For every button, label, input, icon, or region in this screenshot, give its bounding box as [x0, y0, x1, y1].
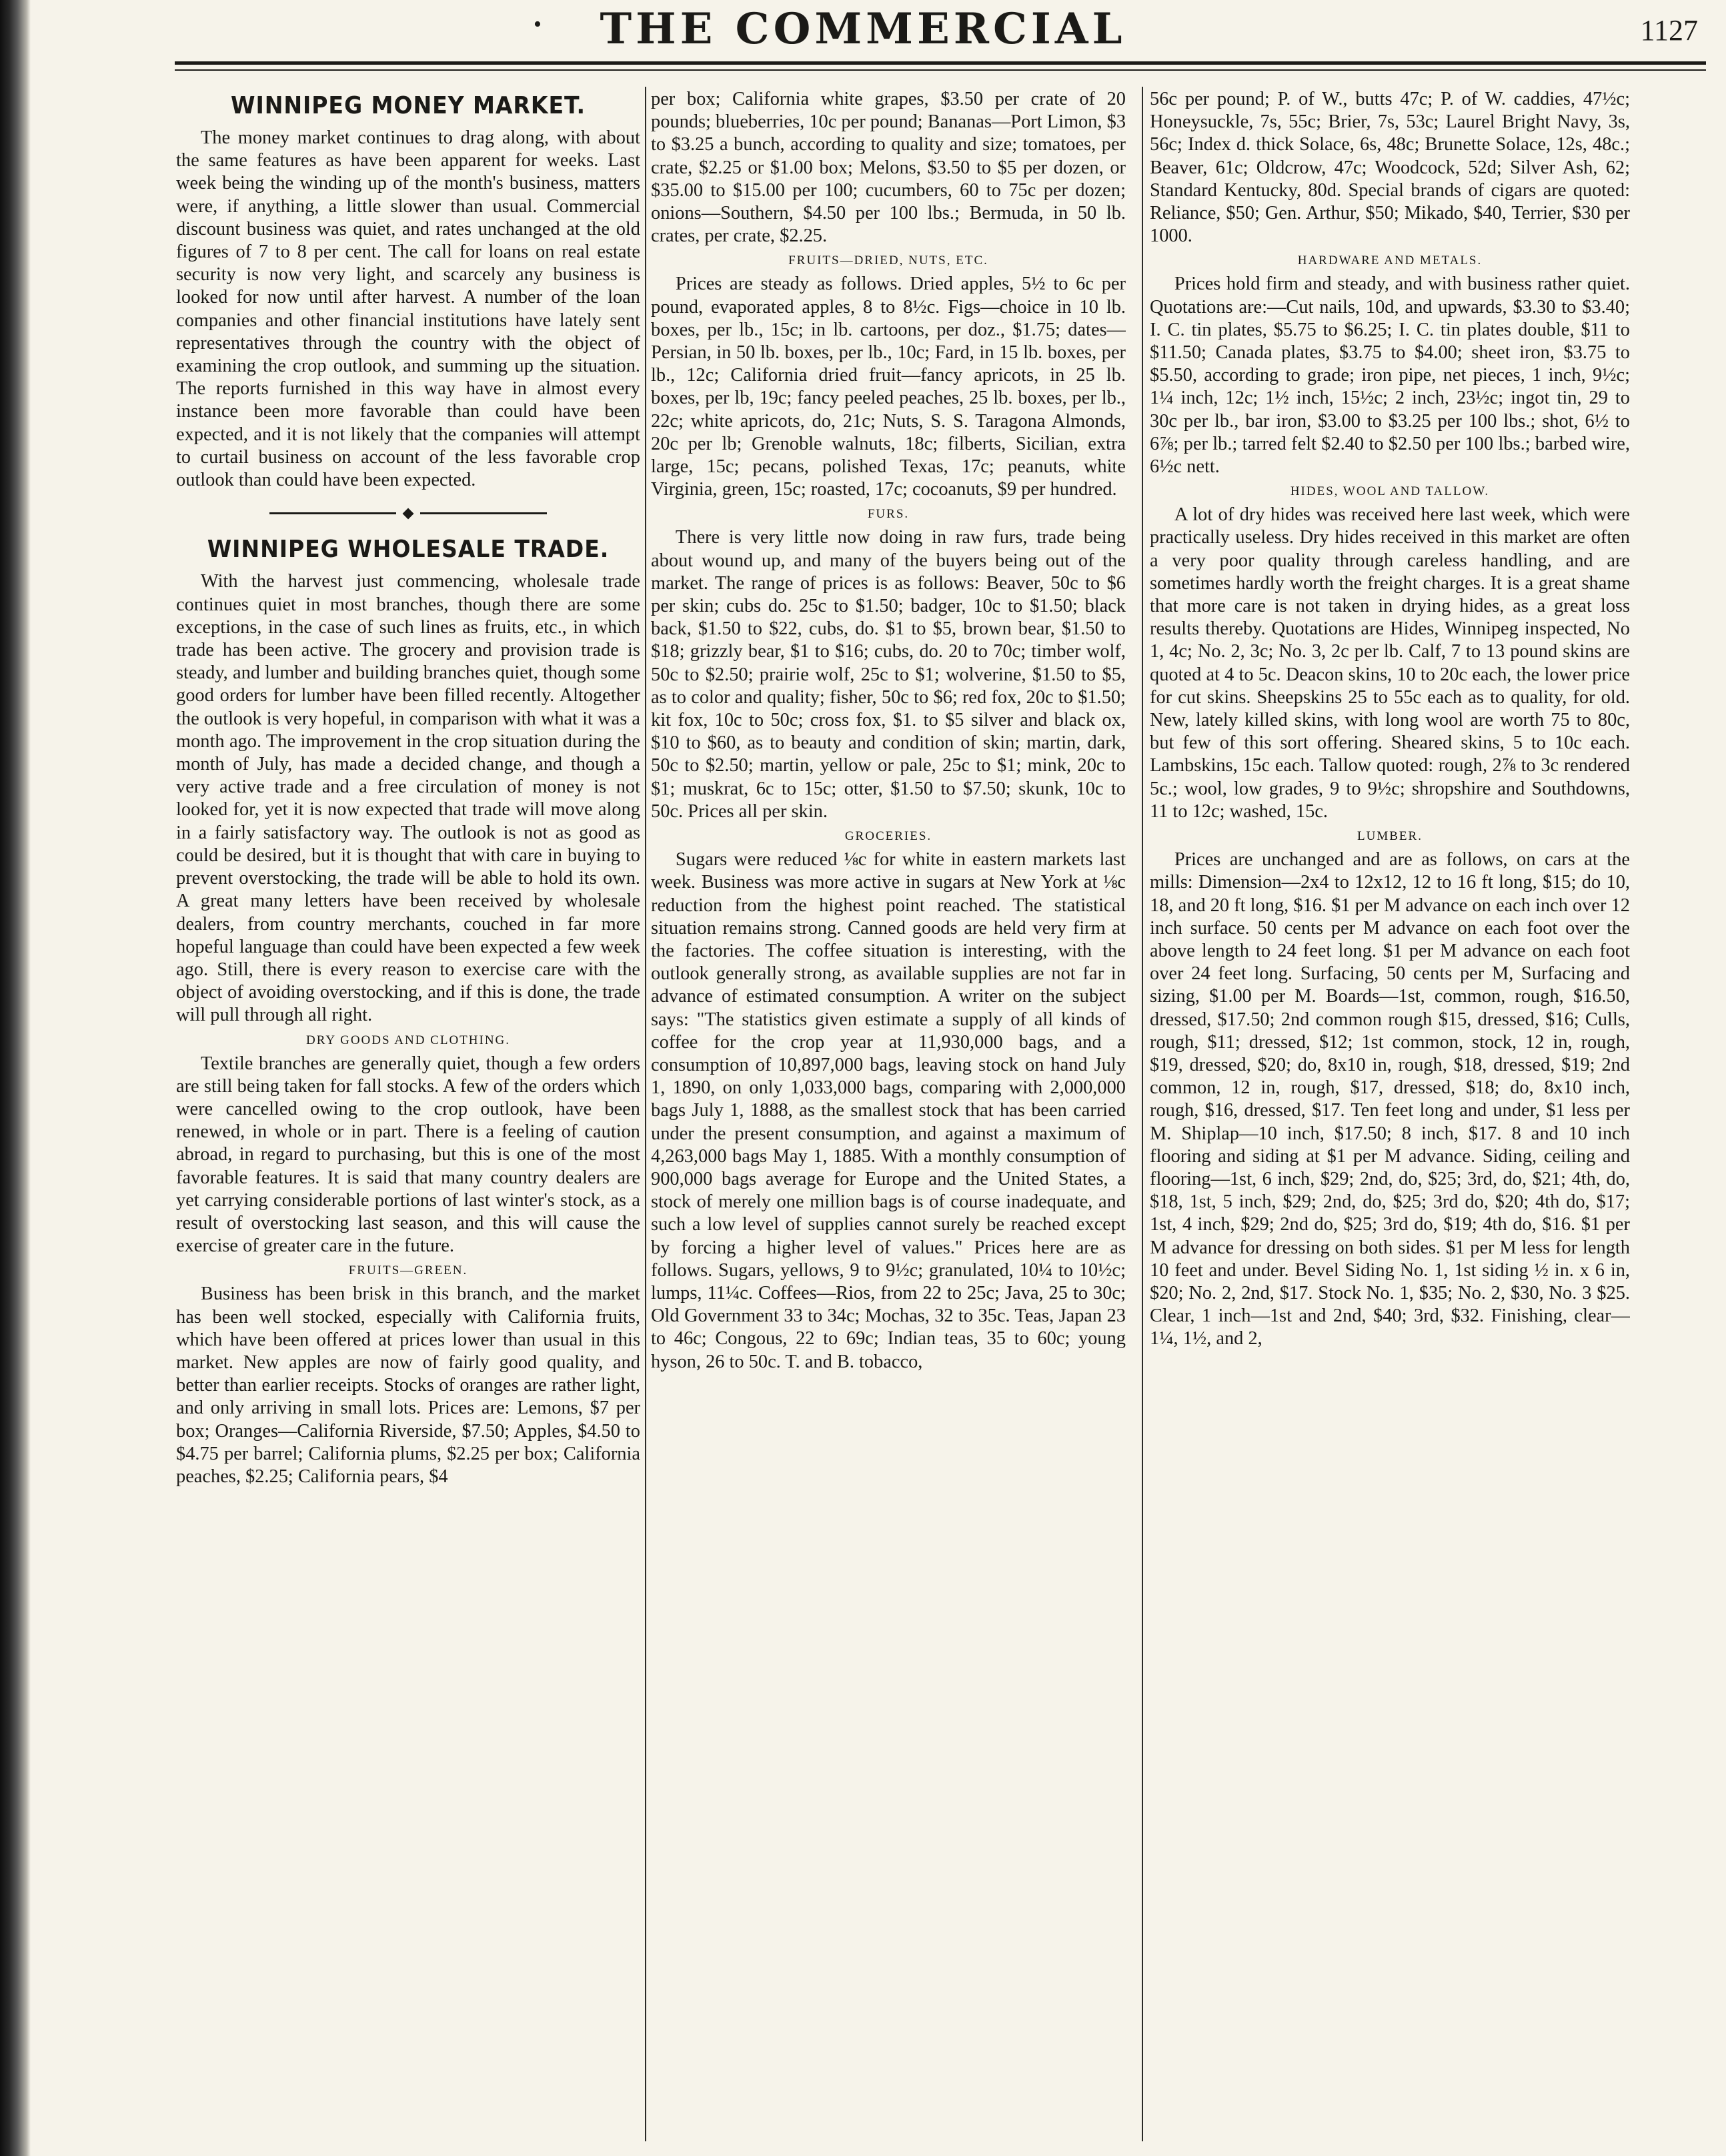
article-hides: A lot of dry hides was received here last week, which were practically useless. Dry hides received in this market are often a very poor quality through careless handling, and are sometimes hardly worth the freight charges. It is a great shame that more care is not taken in drying hides, as a great loss results thereby. Quotations are Hides, Winnipeg inspected, No 1, 4c; No. 2, 3c; No. 3, 2c per lb. Calf, 7 to 13 pound skins are quoted at 4 to 5c. Deacon skins, 10 to 20c each, the lower price for cut skins. Sheepskins 25 to 55c each as to quality, for old. New, lately killed skins, with long wool are worth 75 to 80c, but few of this sort offering. Sheared skins, 5 to 10c each. Lambskins, 15c each. Tallow quoted: rough, 2⅞ to 3c rendered 5c.; wool, low grades, 9 to 9½c; shropshire and Southdowns, 11 to 12c; washed, 15c.	[1150, 504, 1630, 822]
article-dry-goods: Textile branches are generally quiet, though a few orders are still being taken for fall stocks. A few of the orders which were cancelled owing to the crop outlook, have been renewed, in whole or in part. There is a feeling of caution abroad, in regard to purchasing, but this is one of the most favorable features. It is said that many country dealers are yet carrying considerable portions of last winter's stock, as a result of overstocking last season, and this will cause the exercise of greater care in the future.	[176, 1053, 640, 1257]
column-divider-1	[645, 87, 646, 2141]
subhead-furs: FURS.	[867, 507, 910, 522]
header-rule-thin	[175, 69, 1706, 71]
binding-edge	[0, 0, 31, 2156]
article-groceries-continued: 56c per pound; P. of W., butts 47c; P. of W. caddies, 47½c; Honeysuckle, 7s, 55c; Brier, 7s, 53c; Laurel Bright Navy, 3s, 56c; Index d. thick Solace, 6s, 48c; Brunette Solace, 12s, 48c.; Beaver, 61c; Oldcrow, 47c; Woodcock, 52d; Silver Ash, 62; Standard Kentucky, 80d. Special brands of cigars are quoted: Reliance, $50; Gen. Arthur, $50; Mikado, $40, Terrier, $30 per 1000.	[1150, 89, 1630, 247]
section-separator	[176, 501, 640, 524]
column-divider-2	[1142, 87, 1143, 2141]
column-1	[176, 88, 640, 2143]
subhead-fruits-dried: FRUITS—DRIED, NUTS, ETC.	[788, 253, 988, 268]
headline-wholesale-trade: WINNIPEG WHOLESALE TRADE.	[207, 536, 610, 564]
article-furs: There is very little now doing in raw furs, trade being about wound up, and many of the buyers being out of the market. The range of prices is as follows: Beaver, 50c to $6 per skin; cubs do. 25c to $1.50; badger, 10c to $1.50; black back, $1.50 to $22, cubs, do. $1 to $5, brown bear, $1.50 to $18; grizzly bear, $1 to $16; cubs, do. 20 to 70c; timber wolf, 50c to $2.50; prairie wolf, 25c to $1; wolverine, $1.50 to $5, as to color and quality; fisher, 50c to $6; red fox, 20c to $1.50; kit fox, 10c to 50c; cross fox, $1. to $5 silver and black ox, $10 to $60, as to beauty and condition of skin; martin, dark, 50c to $2.50; martin, yellow or pale, 25c to $1; mink, 20c to $1; muskrat, 6c to 15c; otter, $1.50 to $7.50; skunk, 10c to 50c. Prices all per skin.	[651, 527, 1126, 822]
subhead-fruits-green: FRUITS—GREEN.	[348, 1263, 468, 1278]
header-rule-thick	[175, 61, 1706, 65]
subhead-lumber: LUMBER.	[1357, 829, 1423, 844]
article-lumber: Prices are unchanged and are as follows, on cars at the mills: Dimension—2x4 to 12x12, 12 to 16 ft long, $15; do 10, 18, and 20 ft long, $16. $1 per M advance on each inch over 12 inch surface. 50 cents per M advance on each foot over the above length to 24 feet long. $1 per M advance on each foot over 24 feet long. Surfacing, 50 cents per M, Surfacing and sizing, $1.00 per M. Boards—1st, common, rough, $16.50, dressed, $17.50; 2nd common rough $15, dressed, $16; Culls, rough, $11; dressed, $12; 1st common, stock, 12 in, rough, $19, dressed, $20; do, 8x10 in, rough, $18, dressed, $19; 2nd common, 12 in, rough, $17, dressed, $18; do, 8x10 inch, rough, $16, dressed, $17. Ten feet long and under, $1 less per M. Shiplap—10 inch, $17.50; 8 inch, $17. 8 and 10 inch flooring and siding at $1 per M advance. Siding, ceiling and flooring—1st, 6 inch, $29; 2nd, do, $25; 3rd, do, $21; 4th, do, $18, 1st, 5 inch, $29; 2nd, do, $25; 3rd do, $20; 4th do, $17; 1st, 4 inch, $29; 2nd do, $25; 3rd do, $19; 4th do, $16. $1 per M advance for dressing on both sides. $1 per M less for length 10 feet and under. Bevel Siding No. 1, 1st siding ½ in. x 6 in, $20; No. 2, 2nd, $17. Stock No. 1, $35; No. 2, $30, No. 3 $25. Clear, 1 inch—1st and 2nd, $40; 3rd, $32. Finishing, clear—1¼, 1½, and 2,	[1150, 849, 1630, 1350]
column-3	[1150, 88, 1630, 2143]
article-fruits-green-continued: per box; California white grapes, $3.50 per crate of 20 pounds; blueberries, 10c per pound; Bananas—Port Limon, $3 to $3.25 a bunch, according to quality and size; tomatoes, per crate, $2.25 or $1.00 box; Melons, $3.50 to $5 per dozen, or $35.00 to $15.00 per 100; cucumbers, 60 to 75c per dozen; onions—Southern, $4.50 per 100 lbs.; Bermuda, in 50 lb. crates, per crate, $2.25.	[651, 89, 1126, 247]
masthead-title: THE COMMERCIAL	[600, 4, 1126, 54]
article-fruits-dried: Prices are steady as follows. Dried apples, 5½ to 6c per pound, evaporated apples, 8 to 8½c. Figs—choice in 10 lb. boxes, per lb., 15c; in lb. cartoons, per doz., $1.75; dates—Persian, in 50 lb. boxes, per lb., 10c; Fard, in 15 lb. boxes, per lb., 12c; California dried fruit—fancy apricots, in 25 lb. boxes, per lb, 19c; fancy peeled peaches, 25 lb. boxes, per lb., 22c; white apricots, do, 21c; Nuts, S. S. Taragona Almonds, 20c per lb; Grenoble walnuts, 18c; filberts, Sicilian, extra large, 15c; pecans, polished Texas, 17c; peanuts, white Virginia, green, 15c; roasted, 17c; cocoanuts, $9 per hundred.	[651, 274, 1126, 500]
headline-money-market: WINNIPEG MONEY MARKET.	[231, 92, 586, 119]
subhead-groceries: GROCERIES.	[844, 829, 932, 844]
column-2	[651, 88, 1126, 2143]
page-number: 1127	[1640, 14, 1698, 47]
subhead-hardware: HARDWARE AND METALS.	[1297, 253, 1483, 268]
subhead-hides: HIDES, WOOL AND TALLOW.	[1290, 484, 1490, 499]
article-money-market: The money market continues to drag along, with about the same features as have been apparent for weeks. Last week being the winding up of the month's business, matters were, if anything, a little slower than usual. Commercial discount business was quiet, and rates unchanged at the old figures of 7 to 8 per cent. The call for loans on real estate security is now very light, and scarcely any business is looked for now until after harvest. A number of the loan companies and other financial institutions have lately sent representatives through the country with the object of examining the crop outlook, and summing up the situation. The reports furnished in this way have in almost every instance been more favorable than could have been expected, and it is not likely that the companies will attempt to curtail business on account of the less favorable crop outlook than could have been expected.	[176, 127, 640, 491]
subhead-dry-goods: DRY GOODS AND CLOTHING.	[305, 1033, 511, 1047]
article-fruits-green: Business has been brisk in this branch, and the market has been well stocked, especially with California fruits, which have been offered at prices lower than usual in this market. New apples are now of fairly good quality, and better than earlier receipts. Stocks of oranges are rather light, and only arriving in small lots. Prices are: Lemons, $7 per box; Oranges—California Riverside, $7.50; Apples, $4.50 to $4.75 per barrel; California plums, $2.25 per box; California peaches, $2.25; California pears, $4	[176, 1283, 640, 1487]
header-ornament: •	[534, 12, 542, 37]
article-wholesale-trade: With the harvest just commencing, wholesale trade continues quiet in most branches, though there are some exceptions, in the case of such lines as fruits, etc., in which trade has been active. The grocery and provision trade is steady, and lumber and building branches quiet, though some good orders for lumber have been filled recently. Altogether the outlook is very hopeful, in comparison with what it was a month ago. The improvement in the crop situation during the month of July, has made a decided change, and though a very active trade and a free circulation of money is not looked for, yet it is now expected that trade will move along in a fairly satisfactory way. The outlook is not as good as could be desired, but it is thought that with care in buying to prevent overstocking, the trade will be able to hold its own. A great many letters have been received by wholesale dealers, from country merchants, couched in far more hopeful language than could have been expected a few week ago. Still, there is every reason to exercise care with the object of avoiding overstocking, and if this is done, the trade will pull through all right.	[176, 571, 640, 1026]
article-hardware: Prices hold firm and steady, and with business rather quiet. Quotations are:—Cut nails, 10d, and upwards, $3.30 to $3.40; I. C. tin plates, $5.75 to $6.25; I. C. tin plates double, $11 to $11.50; Canada plates, $3.75 to $4.00; sheet iron, $3.75 to $5.50, according to grade; iron pipe, net pieces, 1 inch, 9½c; 1¼ inch, 12c; 1½ inch, 15½c; 2 inch, 23½c; ingot tin, 29 to 30c per lb., bar iron, $3.00 to $3.25 per 100 lbs.; shot, 6½ to 6⅞; per lb.; tarred felt $2.40 to $2.50 per 100 lbs.; barbed wire, 6½c nett.	[1150, 274, 1630, 478]
article-groceries: Sugars were reduced ⅛c for white in eastern markets last week. Business was more active in sugars at New York at ⅛c reduction from the highest point reached. The statistical situation remains strong. Canned goods are held very firm at the factories. The coffee situation is interesting, with the outlook generally strong, as available supplies are not far in advance of estimated consumption. A writer on the subject says: "The statistics given estimate a supply of all kinds of coffee for the crop year at 11,930,000 bags, and a consumption of 10,897,000 bags, leaving stock on hand July 1, 1890, on only 1,033,000 bags, comparing with 2,000,000 bags July 1, 1888, as the smallest stock that has been carried under the present consumption, and against a maximum of 4,263,000 bags May 1, 1885. With a monthly consumption of 900,000 bags average for Europe and the United States, a stock of merely one million bags is of course inadequate, and such a low level of supplies cannot surely be reached except by forcing a higher level of values." Prices here are as follows. Sugars, yellows, 9 to 9½c; granulated, 10¼ to 10½c; lumps, 11¼c. Coffees—Rios, from 22 to 25c; Java, 25 to 30c; Old Government 33 to 34c; Mochas, 32 to 35c. Teas, Japan 23 to 46c; Congous, 22 to 69c; Indian teas, 35 to 60c; young hyson, 26 to 50c. T. and B. tobacco,	[651, 849, 1126, 1372]
